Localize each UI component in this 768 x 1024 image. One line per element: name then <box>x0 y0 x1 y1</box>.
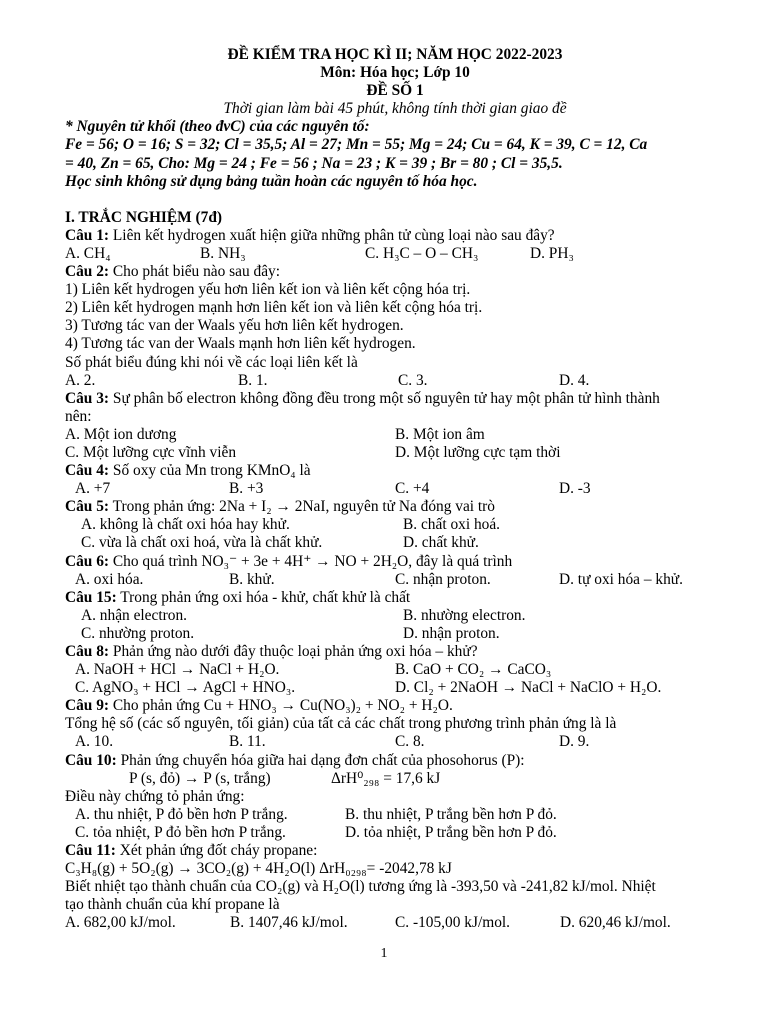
time-note: Thời gian làm bài 45 phút, không tính thời gian giao đề <box>223 100 567 118</box>
question-2: Câu 2: Cho phát biểu nào sau đây: <box>65 263 281 281</box>
question-3-continued: nên: <box>65 407 92 425</box>
question-9: Câu 9: Cho phản ứng Cu + HNO₃ → Cu(NO₃)₂ + NO₂ + H₂O. <box>65 697 453 715</box>
exam-page <box>65 46 725 933</box>
section-heading: I. TRẮC NGHIỆM (7đ) <box>65 208 223 226</box>
option-c: C. nhận proton. <box>395 570 491 588</box>
question-15-options <box>65 607 725 625</box>
option-b: B. thu nhiệt, P trắng bền hơn P đỏ. <box>345 805 557 823</box>
option-c: C. 3. <box>398 371 428 389</box>
atomic-mass-label: * Nguyên tử khối (theo đvC) của các nguyên tố: <box>65 118 370 136</box>
question-8: Câu 8: Phản ứng nào dưới đây thuộc loại phản ứng oxi hóa – khử? <box>65 643 478 660</box>
option-c: C. vừa là chất oxi hoá, vừa là chất khử. <box>81 534 323 552</box>
question-2-options <box>65 372 725 390</box>
statement: 4) Tương tác van der Waals mạnh hơn liên kết hydrogen. <box>65 335 416 353</box>
equation: C₃H₈(g) + 5O₂(g) → 3CO₂(g) + 4H₂O(l) ΔrH₀₂₉₈= -2042,78 kJ <box>65 860 452 878</box>
question-5-options <box>65 534 725 552</box>
question-prompt: Tổng hệ số (các số nguyên, tối giản) của tất cả các chất trong phương trình phản ứng là là <box>65 715 617 733</box>
no-table-note: Học sinh không sử dụng bảng tuần hoàn các nguyên tố hóa học. <box>65 172 478 190</box>
option-b: B. +3 <box>229 480 264 498</box>
question-4: Câu 4: Số oxy của Mn trong KMnO₄ là <box>65 462 311 480</box>
option-c: C. +4 <box>395 480 430 498</box>
question-info: Biết nhiệt tạo thành chuẩn của CO₂(g) và H₂O(l) tương ứng là -393,50 và -241,82 kJ/mol. Nhiệt <box>65 878 656 896</box>
option-d: D. nhận proton. <box>403 624 500 642</box>
question-5: Câu 5: Trong phản ứng: 2Na + I₂ → 2NaI, nguyên tử Na đóng vai trò <box>65 498 495 516</box>
option-a: A. CH₄ <box>65 244 111 262</box>
exam-subject: Môn: Hóa học; Lớp 10 <box>320 64 470 82</box>
option-a: A. +7 <box>75 480 111 498</box>
option-d: D. tỏa nhiệt, P trắng bền hơn P đỏ. <box>345 823 557 841</box>
exam-code: ĐỀ SỐ 1 <box>366 82 424 100</box>
option-b: B. 1407,46 kJ/mol. <box>230 914 348 932</box>
question-15: Câu 15: Trong phản ứng oxi hóa - khử, chất khử là chất <box>65 588 411 606</box>
option-a: A. thu nhiệt, P đỏ bền hơn P trắng. <box>75 805 288 823</box>
option-a: A. nhận electron. <box>81 606 187 624</box>
option-d: D. PH₃ <box>530 244 574 262</box>
question-4-options <box>65 480 725 498</box>
question-8-options <box>65 679 725 697</box>
question-11: Câu 11: Xét phản ứng đốt cháy propane: <box>65 842 318 860</box>
question-prompt: Số phát biểu đúng khi nói về các loại liên kết là <box>65 353 358 371</box>
option-d: D. Một lưỡng cực tạm thời <box>395 443 561 461</box>
option-a: A. 10. <box>75 733 114 751</box>
question-6-options <box>65 571 725 589</box>
exam-title: ĐỀ KIỂM TRA HỌC KÌ II; NĂM HỌC 2022-2023 <box>227 46 563 63</box>
equation: P (s, đỏ) → P (s, trắng) <box>129 769 271 787</box>
option-d: D. -3 <box>559 480 591 498</box>
option-a: A. 2. <box>65 371 96 389</box>
option-c: C. nhường proton. <box>81 624 195 642</box>
question-3-options <box>65 444 725 462</box>
question-1-options <box>65 245 725 263</box>
statement: 1) Liên kết hydrogen yếu hơn liên kết ion và liên kết cộng hóa trị. <box>65 281 471 299</box>
option-b: B. CaO + CO₂ → CaCO₃ <box>395 661 552 679</box>
question-5-options <box>65 516 725 534</box>
option-c: C. tỏa nhiệt, P đỏ bền hơn P trắng. <box>75 823 286 841</box>
option-a: A. 682,00 kJ/mol. <box>65 914 176 932</box>
option-b: B. Một ion âm <box>395 425 485 443</box>
question-11-options <box>65 914 725 932</box>
option-d: D. 620,46 kJ/mol. <box>560 914 671 932</box>
question-prompt: Điều này chứng tỏ phản ứng: <box>65 787 245 805</box>
option-b: B. chất oxi hoá. <box>403 516 501 534</box>
question-info: tạo thành chuẩn của khí propane là <box>65 896 280 914</box>
question-10: Câu 10: Phản ứng chuyển hóa giữa hai dạng đơn chất của phosohorus (P): <box>65 751 525 769</box>
statement: 3) Tương tác van der Waals yếu hơn liên kết hydrogen. <box>65 317 404 335</box>
question-10-options <box>65 824 725 842</box>
statement: 2) Liên kết hydrogen mạnh hơn liên kết ion và liên kết cộng hóa trị. <box>65 299 483 317</box>
question-3-options <box>65 426 725 444</box>
option-d: D. Cl₂ + 2NaOH → NaCl + NaClO + H₂O. <box>395 679 662 697</box>
option-c: C. H₃C – O – CH₃ <box>365 244 479 262</box>
option-d: D. tự oxi hóa – khử. <box>559 570 683 588</box>
option-b: B. nhường electron. <box>403 606 526 624</box>
page-number: 1 <box>380 946 388 961</box>
atomic-mass-line: = 40, Zn = 65, Cho: Mg = 24 ; Fe = 56 ; Na = 23 ; K = 39 ; Br = 80 ; Cl = 35,5. <box>65 154 563 172</box>
question-3: Câu 3: Sự phân bố electron không đồng đều trong một số nguyên tử hay một phân tử hình thành <box>65 389 660 407</box>
option-d: D. 4. <box>559 371 590 389</box>
option-b: B. 11. <box>229 733 266 751</box>
option-a: A. Một ion dương <box>65 425 177 443</box>
option-b: B. NH₃ <box>200 244 246 262</box>
option-c: C. Một lưỡng cực vĩnh viễn <box>65 443 237 461</box>
question-8-options <box>65 661 725 679</box>
option-a: A. không là chất oxi hóa hay khử. <box>81 516 290 534</box>
question-10-equation <box>65 770 725 788</box>
option-a: A. NaOH + HCl → NaCl + H₂O. <box>75 661 280 679</box>
option-c: C. AgNO₃ + HCl → AgCl + HNO₃. <box>75 679 296 697</box>
option-c: C. 8. <box>395 733 425 751</box>
option-d: D. chất khử. <box>403 534 479 552</box>
question-6: Câu 6: Cho quá trình NO₃⁻ + 3e + 4H⁺ → NO + 2H₂O, đây là quá trình <box>65 552 513 570</box>
option-b: B. 1. <box>238 371 268 389</box>
question-10-options <box>65 806 725 824</box>
question-9-options <box>65 733 725 751</box>
option-d: D. 9. <box>559 733 590 751</box>
question-1: Câu 1: Liên kết hydrogen xuất hiện giữa những phân tử cùng loại nào sau đây? <box>65 226 555 244</box>
enthalpy: ΔrH⁰₂₉₈ = 17,6 kJ <box>331 769 441 787</box>
question-15-options <box>65 625 725 643</box>
option-a: A. oxi hóa. <box>75 570 144 588</box>
option-c: C. -105,00 kJ/mol. <box>395 914 511 932</box>
option-b: B. khử. <box>229 570 275 588</box>
atomic-mass-line: Fe = 56; O = 16; S = 32; Cl = 35,5; Al = 27; Mn = 55; Mg = 24; Cu = 64, K = 39, C = 12, Ca <box>65 136 648 154</box>
